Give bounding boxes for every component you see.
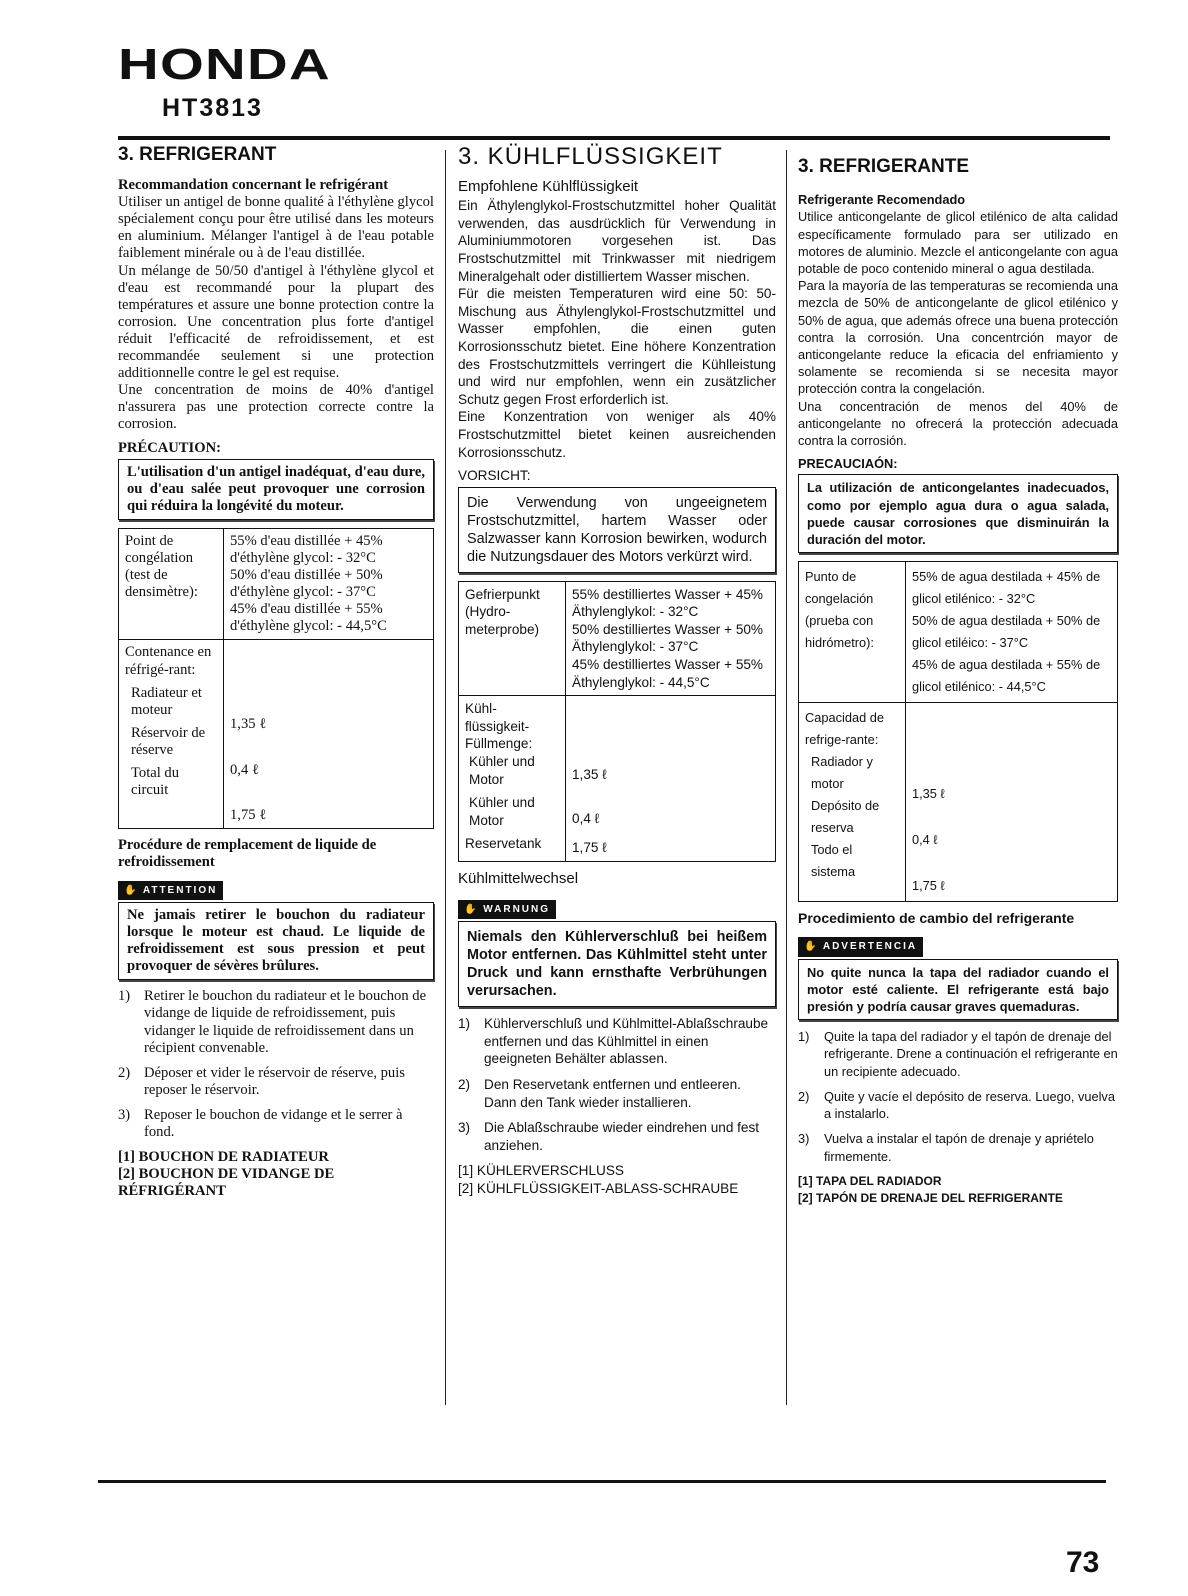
list-item (118, 1107, 434, 1141)
column-divider (786, 150, 787, 1405)
warning-tag-text: ATTENTION (142, 884, 218, 896)
paragraph: Para la mayoría de las temperaturas se recomienda una mezcla de 50% de anticongelante de glicol etilénico y 50% de agua, que además ofrece una buena protección contra la corrosión. Una concentrción mayor de anticongelante reduce la eficacia del enfriamiento y solamente se recomienda si se necesita mayor protección contra la congelación. (798, 278, 1118, 397)
step-text: Vuelva a instalar el tapón de drenaje y apriételo firmemente. (824, 1131, 1094, 1164)
caution-label: VORSICHT: (458, 468, 531, 484)
section-title: 3. REFRIGERANTE (798, 156, 970, 177)
table-cell (224, 528, 434, 640)
row-label: Todo el sistema (811, 842, 856, 880)
table-cell (906, 703, 1118, 902)
steps-list (118, 988, 434, 1141)
reference-list (458, 1162, 776, 1197)
reference-item: [1] TAPA DEL RADIADOR (798, 1173, 942, 1188)
procedure-title: Kühlmittelwechsel (458, 870, 579, 888)
row-label: Kühler und Motor (469, 754, 535, 787)
step-number: 1) (798, 1029, 810, 1045)
caution-box: La utilización de anticongelantes inadecuados, como por ejemplo agua dura o agua salada, puede causar corrosiones que disminuirán la duración del motor. (798, 474, 1118, 553)
table-cell: Point de congélation (test de densimètre): (119, 528, 224, 640)
warning-tag-text: WARNUNG (483, 903, 551, 915)
paragraph: Eine Konzentration von weniger als 40% Frostschutzmittel bietet keinen ausreichenden Korrosionsschutz. (458, 409, 776, 460)
paragraph: Utiliser un antigel de bonne qualité à l'éthylène glycol spécialement conçu pour être utilisé dans les moteurs en aluminium. Mélanger l'antigel à de l'eau potable faiblement minérale ou à de l'eau distillée. (118, 194, 434, 262)
step-text: Kühlerverschluß und Kühlmittel-Ablaßschraube entfernen und das Kühlmittel in einen geeigneten Behälter ablassen. (484, 1016, 769, 1067)
section-title: 3. KÜHLFLÜSSIGKEIT (458, 143, 723, 170)
freeze-value: 50% destilliertes Wasser + 50% Äthylenglykol: - 37°C (572, 621, 764, 655)
section-subtitle: Refrigerante Recomendado (798, 192, 966, 208)
step-text: Den Reservetank entfernen und entleeren. Dann den Tank wieder installieren. (484, 1077, 741, 1110)
step-number: 2) (798, 1088, 810, 1104)
warning-tag: ✋ ATTENTION (118, 881, 223, 900)
table-cell: Gefrierpunkt (Hydro-meterprobe) (459, 581, 566, 696)
specs-table (118, 528, 434, 829)
warning-box: Niemals den Kühlerverschluß bei heißem Motor entfernen. Das Kühlmittel steht unter Druck und kann ernsthafte Verbrühungen verursachen. (458, 921, 776, 1007)
freeze-value: 55% de agua destilada + 45% de glicol etilénico: - 32°C (912, 569, 1101, 607)
step-number: 2) (118, 1064, 131, 1081)
steps-list (798, 1028, 1118, 1164)
step-text: Déposer et vider le réservoir de réserve, puis reposer le réservoir. (144, 1064, 405, 1098)
step-text: Quite y vacíe el depósito de reserva. Luego, vuelva a instalarlo. (824, 1088, 1115, 1122)
warning-tag-text: ADVERTENCIA (822, 941, 918, 953)
step-text: Die Ablaßschraube wieder eindrehen und fest anziehen. (484, 1120, 760, 1153)
column-german (458, 143, 776, 1198)
freeze-value: 55% d'eau distillée + 45% d'éthylène glycol: - 32°C (230, 532, 383, 566)
row-value: 0,4 ℓ (912, 832, 938, 848)
specs-table (798, 561, 1118, 902)
reference-item: [2] BOUCHON DE VIDANGE DE RÉFRIGÉRANT (118, 1166, 335, 1200)
freeze-value: 45% destilliertes Wasser + 55% Äthylenglykol: - 44,5°C (572, 657, 764, 690)
page-number: 73 (1066, 1546, 1100, 1579)
row-label: Radiateur et moteur (131, 684, 202, 718)
section-subtitle: Empfohlene Kühlflüssigkeit (458, 177, 639, 195)
row-value: 1,35 ℓ (572, 767, 607, 783)
procedure-title: Procédure de remplacement de liquide de refroidissement (118, 836, 377, 870)
column-french (118, 146, 434, 1200)
step-number: 1) (458, 1016, 471, 1032)
row-value: 0,4 ℓ (572, 810, 600, 826)
row-value: 1,35 ℓ (912, 786, 945, 802)
paragraph: Una concentración de menos del 40% de anticongelante no ofrecerá la protección adecuada contra la corrosión. (798, 398, 1118, 449)
row-value: 1,75 ℓ (230, 806, 267, 823)
freeze-value: 55% destilliertes Wasser + 45% Äthylenglykol: - 32°C (572, 586, 764, 620)
list-item (458, 1015, 776, 1068)
row-label: Reservetank (465, 836, 542, 852)
list-item (458, 1076, 776, 1111)
section-title: 3. REFRIGERANT (118, 144, 277, 165)
table-cell (566, 581, 776, 696)
paragraph: Für die meisten Temperaturen wird eine 50: 50-Mischung aus Äthylenglykol-Frostschutzmittel und Wasser empfohlen, die einen guten Korrosionsschutz bietet. Eine höhere Konzentration des Frostschutzmittels verringert die Kühlleistung und wird nur empfohlen, wenn ein zusätzlicher Schutz gegen Frost erforderlich ist. (458, 286, 776, 407)
reference-item: [1] BOUCHON DE RADIATEUR (118, 1149, 329, 1166)
warning-tag: ✋ WARNUNG (458, 900, 556, 920)
reference-item: [2] KÜHLFLÜSSIGKEIT-ABLASS-SCHRAUBE (458, 1180, 739, 1196)
steps-list (458, 1015, 776, 1154)
caution-box: Die Verwendung von ungeeignetem Frostschutzmittel, hartem Wasser oder Salzwasser kann Korrosion bewirken, wodurch die Nutzungsdauer des Motors verkürzt wird. (458, 487, 776, 573)
row-value: 1,35 ℓ (230, 716, 267, 733)
capacity-label: Contenance en réfrigé-rant: (125, 644, 212, 678)
paragraph: Une concentration de moins de 40% d'antigel n'assurera pas une protection correcte contre la corrosion. (118, 382, 434, 433)
section-subtitle: Recommandation concernant le refrigérant (118, 177, 389, 194)
step-number: 2) (458, 1077, 471, 1092)
brand-logo: HONDA (118, 40, 331, 89)
column-divider (445, 150, 446, 1405)
model-number: HT3813 (162, 94, 263, 122)
list-item (798, 1130, 1118, 1164)
list-item (458, 1119, 776, 1154)
table-cell (906, 562, 1118, 703)
freeze-value: 45% d'eau distillée + 55% d'éthylène glycol: - 44,5°C (230, 601, 387, 635)
paragraph: Un mélange de 50/50 d'antigel à l'éthylène glycol et d'eau est recommandé pour la plupart des températures et assure une bonne protection contre la corrosion. Une concentration plus forte d'antigel réduit l'efficacité de refroidissement, et est recommandée seulement si une protection additionnelle contre le gel est requise. (118, 262, 434, 382)
warning-box: Ne jamais retirer le bouchon du radiateur lorsque le moteur est chaud. Le liquide de refroidissement est sous pression et peut provoquer de sévères brûlures. (118, 902, 434, 980)
table-cell: Punto de congelación (prueba con hidrómetro): (799, 562, 906, 703)
step-text: Reposer le bouchon de vidange et le serrer à fond. (144, 1106, 403, 1141)
list-item (798, 1028, 1118, 1080)
row-value: 1,75 ℓ (572, 840, 607, 856)
step-text: Quite la tapa del radiador y el tapón de drenaje del refrigerante. Drene a continuación el refrigerante en un recipiente adecuado. (824, 1029, 1118, 1079)
footer-rule (98, 1480, 1106, 1483)
row-value: 1,75 ℓ (912, 878, 945, 894)
row-label: Kühler und Motor (469, 795, 535, 828)
caution-label: PRECAUCIAÓN: (798, 456, 898, 472)
table-cell (799, 703, 906, 902)
reference-item: [1] KÜHLERVERSCHLUSS (458, 1163, 624, 1179)
step-number: 3) (798, 1131, 810, 1147)
row-label: Total du circuit (131, 765, 180, 799)
table-cell (566, 696, 776, 862)
capacity-label: Capacidad de refrige-rante: (805, 710, 884, 748)
warning-tag: ✋ ADVERTENCIA (798, 937, 923, 956)
reference-item: [2] TAPÓN DE DRENAJE DEL REFRIGERANTE (798, 1190, 1063, 1205)
specs-table (458, 581, 776, 862)
reference-list (118, 1149, 434, 1200)
list-item (798, 1088, 1118, 1122)
caution-label: PRÉCAUTION: (118, 439, 221, 456)
caution-box: L'utilisation d'un antigel inadéquat, d'eau dure, ou d'eau salée peut provoquer une corrosion qui réduira la longévité du moteur. (118, 459, 434, 520)
paragraph: Ein Äthylenglykol-Frostschutzmittel hoher Qualität verwenden, das ausdrücklich für Verwendung in Aluminiummotoren vorgesehen ist. Das Frostschutzmittel mit Trinkwasser mit niedrigem Mineralgehalt oder distilliertem Wasser mischen. (458, 198, 776, 284)
freeze-value: 50% d'eau distillée + 50% d'éthylène glycol: - 37°C (230, 567, 383, 601)
step-number: 1) (118, 988, 131, 1005)
reference-list (798, 1173, 1118, 1207)
row-label: Radiador y motor (811, 754, 873, 792)
step-text: Retirer le bouchon du radiateur et le bouchon de vidange de liquide de refroidissement, puis vidanger le liquide de refroidissement dans un récipient convenable. (144, 988, 427, 1056)
step-number: 3) (458, 1120, 471, 1136)
freeze-value: 50% de agua destilada + 50% de glicol etiléico: - 37°C (912, 613, 1101, 651)
capacity-label: Kühl-flüssigkeit-Füllmenge: (465, 701, 533, 752)
row-label: Réservoir de réserve (131, 724, 206, 758)
list-item (118, 1065, 434, 1099)
table-cell (459, 696, 566, 862)
warning-box: No quite nunca la tapa del radiador cuando el motor esté caliente. El refrigerante está bajo presión y podría causar graves quemaduras. (798, 959, 1118, 1021)
step-number: 3) (118, 1106, 131, 1123)
freeze-value: 45% de agua destilada + 55% de glicol etilénico: - 44,5°C (912, 657, 1101, 695)
list-item (118, 988, 434, 1056)
paragraph: Utilice anticongelante de glicol etilénico de alta calidad específicamente formulado para ser utilizado en motores de aluminio. Mezcle el anticongelante con agua potable de poco contenido mineral o agua destilada. (798, 209, 1118, 277)
column-spanish (798, 152, 1118, 1207)
table-cell (119, 640, 224, 828)
table-cell (224, 640, 434, 828)
row-label: Depósito de reserva (811, 798, 880, 836)
procedure-title: Procedimiento de cambio del refrigerante (798, 910, 1075, 927)
row-value: 0,4 ℓ (230, 761, 259, 778)
header-rule (118, 136, 1110, 140)
